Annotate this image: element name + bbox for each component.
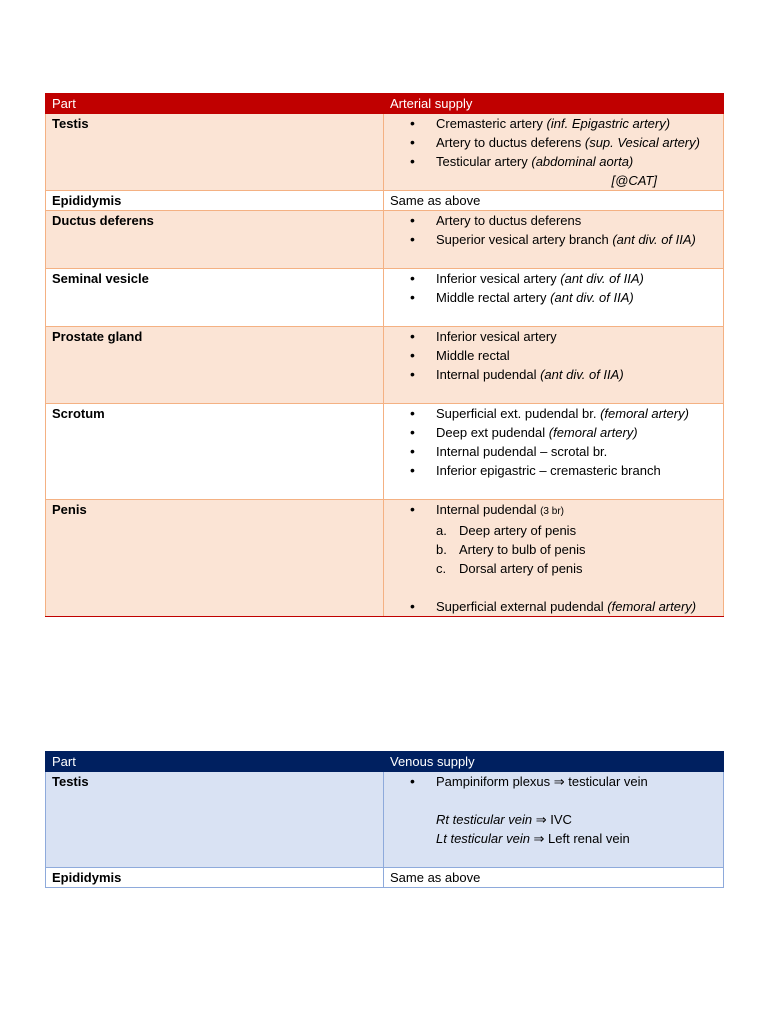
table-row (46, 269, 724, 327)
venous-supply-testis (384, 772, 724, 868)
part-epididymis: Epididymis (46, 868, 384, 888)
table-row (46, 500, 724, 617)
supply-ductus-deferens (384, 211, 724, 269)
list-item: • Pampiniform plexus ⇒ testicular vein (436, 772, 717, 791)
header-arterial-supply: Arterial supply (384, 94, 724, 114)
sub-list-item: c. Dorsal artery of penis (436, 561, 583, 576)
part-testis: Testis (46, 772, 384, 868)
part-scrotum: Scrotum (46, 404, 384, 500)
table-row (46, 772, 724, 868)
part-epididymis: Epididymis (46, 191, 384, 211)
part-penis: Penis (46, 500, 384, 617)
part-seminal-vesicle: Seminal vesicle (46, 269, 384, 327)
list-item: • Cremasteric artery (inf. Epigastric artery) (436, 114, 717, 133)
venous-supply-epididymis: Same as above (384, 868, 724, 888)
header-venous-supply: Venous supply (384, 752, 724, 772)
arterial-supply-table (45, 93, 724, 617)
list-item: • Artery to ductus deferens (436, 211, 717, 230)
sub-list-item: b. Artery to bulb of penis (436, 542, 586, 557)
lt-testicular-line: Lt testicular vein ⇒ Left renal vein (436, 831, 630, 846)
part-ductus-deferens: Ductus deferens (46, 211, 384, 269)
supply-testis (384, 114, 724, 191)
list-item: • Internal pudendal (3 br) a. Deep artery of penis b. Artery to bulb of penis c. Dorsal artery of penis (436, 500, 717, 597)
list-item: • Internal pudendal (ant div. of IIA) (436, 365, 717, 384)
header-part: Part (46, 94, 384, 114)
list-item: • Middle rectal artery (ant div. of IIA) (436, 288, 717, 307)
list-item: • Internal pudendal – scrotal br. (436, 442, 717, 461)
list-item: • Inferior vesical artery (ant div. of IIA) (436, 269, 717, 288)
supply-penis (384, 500, 724, 617)
table-header-row (46, 752, 724, 772)
table-header-row (46, 94, 724, 114)
sub-list-item: a. Deep artery of penis (436, 523, 577, 538)
part-testis: Testis (46, 114, 384, 191)
header-part: Part (46, 752, 384, 772)
citation: [@CAT] (611, 173, 657, 188)
table-row (46, 114, 724, 191)
sub-list (436, 521, 717, 578)
list-item: • Deep ext pudendal (femoral artery) (436, 423, 717, 442)
rt-testicular-line: Rt testicular vein ⇒ IVC (436, 812, 572, 827)
list-item: • Superficial ext. pudendal br. (femoral artery) (436, 404, 717, 423)
list-item: • Inferior epigastric – cremasteric branch (436, 461, 717, 480)
table-row (46, 211, 724, 269)
list-item: • Testicular artery (abdominal aorta) (436, 152, 717, 171)
table-row (46, 868, 724, 888)
list-item: • Middle rectal (436, 346, 717, 365)
part-prostate-gland: Prostate gland (46, 327, 384, 404)
list-item: • Artery to ductus deferens (sup. Vesical artery) (436, 133, 717, 152)
list-item: • Inferior vesical artery (436, 327, 717, 346)
list-item: • Superficial external pudendal (femoral artery) (436, 597, 717, 616)
supply-seminal-vesicle (384, 269, 724, 327)
supply-prostate-gland (384, 327, 724, 404)
list-item: • Superior vesical artery branch (ant div. of IIA) (436, 230, 717, 249)
supply-scrotum (384, 404, 724, 500)
table-row (46, 327, 724, 404)
table-row (46, 404, 724, 500)
table-row (46, 191, 724, 211)
supply-epididymis: Same as above (384, 191, 724, 211)
venous-supply-table (45, 751, 724, 888)
